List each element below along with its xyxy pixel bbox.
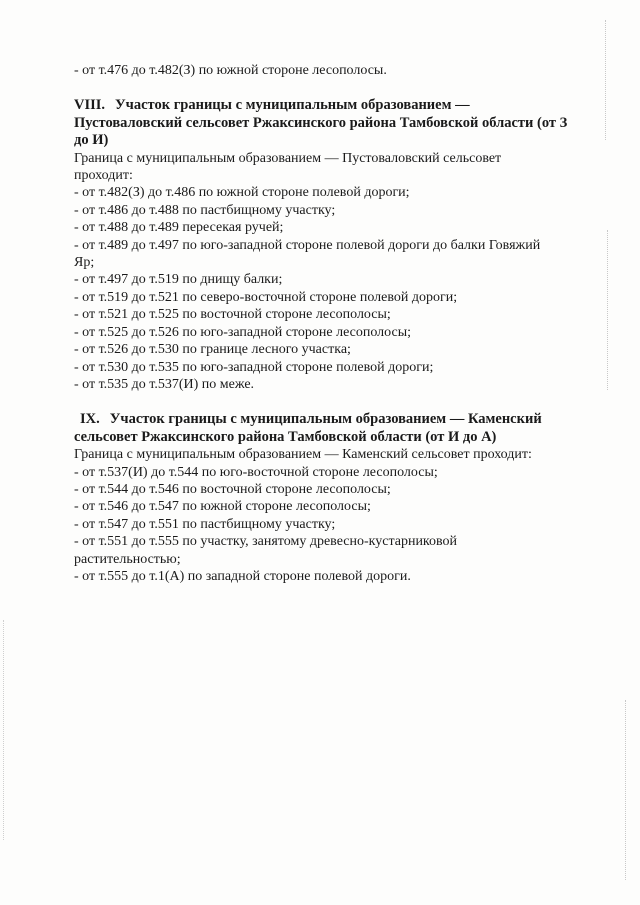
section-title-line: сельсовет Ржаксинского района Тамбовской области (от И до А) — [74, 428, 497, 445]
section-viii — [74, 97, 594, 393]
section-intro-line: проходит: — [74, 168, 133, 184]
boundary-item: - от т.530 до т.535 по юго-западной стороне полевой дороги; — [74, 359, 434, 375]
section-ix — [74, 411, 594, 585]
boundary-item: - от т.555 до т.1(А) по западной стороне полевой дороги. — [74, 568, 411, 584]
boundary-item: - от т.486 до т.488 по пастбищному участку; — [74, 202, 336, 218]
boundary-item: - от т.482(З) до т.486 по южной стороне полевой дороги; — [74, 185, 410, 201]
scan-noise — [625, 700, 636, 880]
boundary-item: - от т.551 до т.555 по участку, занятому древесно-кустарниковой — [74, 534, 458, 550]
boundary-item: - от т.526 до т.530 по границе лесного участка; — [74, 342, 351, 358]
boundary-item: - от т.525 до т.526 по юго-западной стороне лесополосы; — [74, 324, 411, 340]
scan-noise — [605, 20, 634, 140]
section-intro-line: Граница с муниципальным образованием — Пустоваловский сельсовет — [74, 150, 502, 166]
boundary-item-continuation: растительностью; — [74, 551, 181, 567]
boundary-item: - от т.537(И) до т.544 по юго-восточной стороне лесополосы; — [74, 464, 438, 480]
boundary-item-continuation: Яр; — [74, 255, 95, 271]
section-intro-line: Граница с муниципальным образованием — Каменский сельсовет проходит: — [74, 447, 532, 463]
intro-line: - от т.476 до т.482(З) по южной стороне лесополосы. — [74, 63, 387, 78]
section-heading — [74, 97, 594, 114]
section-heading — [74, 411, 594, 428]
boundary-item: - от т.497 до т.519 по днищу балки; — [74, 272, 283, 288]
boundary-item: - от т.546 до т.547 по южной стороне лесополосы; — [74, 499, 371, 515]
section-number: IX. — [80, 411, 100, 428]
section-title-line: Участок границы с муниципальным образованием — — [115, 97, 470, 114]
boundary-item: - от т.489 до т.497 по юго-западной стороне полевой дороги до балки Говяжий — [74, 237, 541, 253]
scan-noise — [607, 230, 626, 390]
scan-noise — [3, 620, 6, 840]
section-title-line: Участок границы с муниципальным образованием — Каменский — [109, 411, 542, 428]
boundary-item: - от т.521 до т.525 по восточной стороне лесополосы; — [74, 307, 391, 323]
section-title-line: до И) — [74, 132, 109, 149]
boundary-item: - от т.535 до т.537(И) по меже. — [74, 376, 255, 392]
boundary-item: - от т.544 до т.546 по восточной стороне лесополосы; — [74, 481, 391, 497]
section-title-line: Пустоваловский сельсовет Ржаксинского района Тамбовской области (от З — [74, 114, 568, 131]
boundary-item: - от т.519 до т.521 по северо-восточной стороне полевой дороги; — [74, 289, 458, 305]
section-number: VIII. — [74, 97, 106, 114]
boundary-item: - от т.488 до т.489 пересекая ручей; — [74, 220, 284, 236]
boundary-item: - от т.547 до т.551 по пастбищному участку; — [74, 516, 336, 532]
document-body — [74, 62, 594, 585]
